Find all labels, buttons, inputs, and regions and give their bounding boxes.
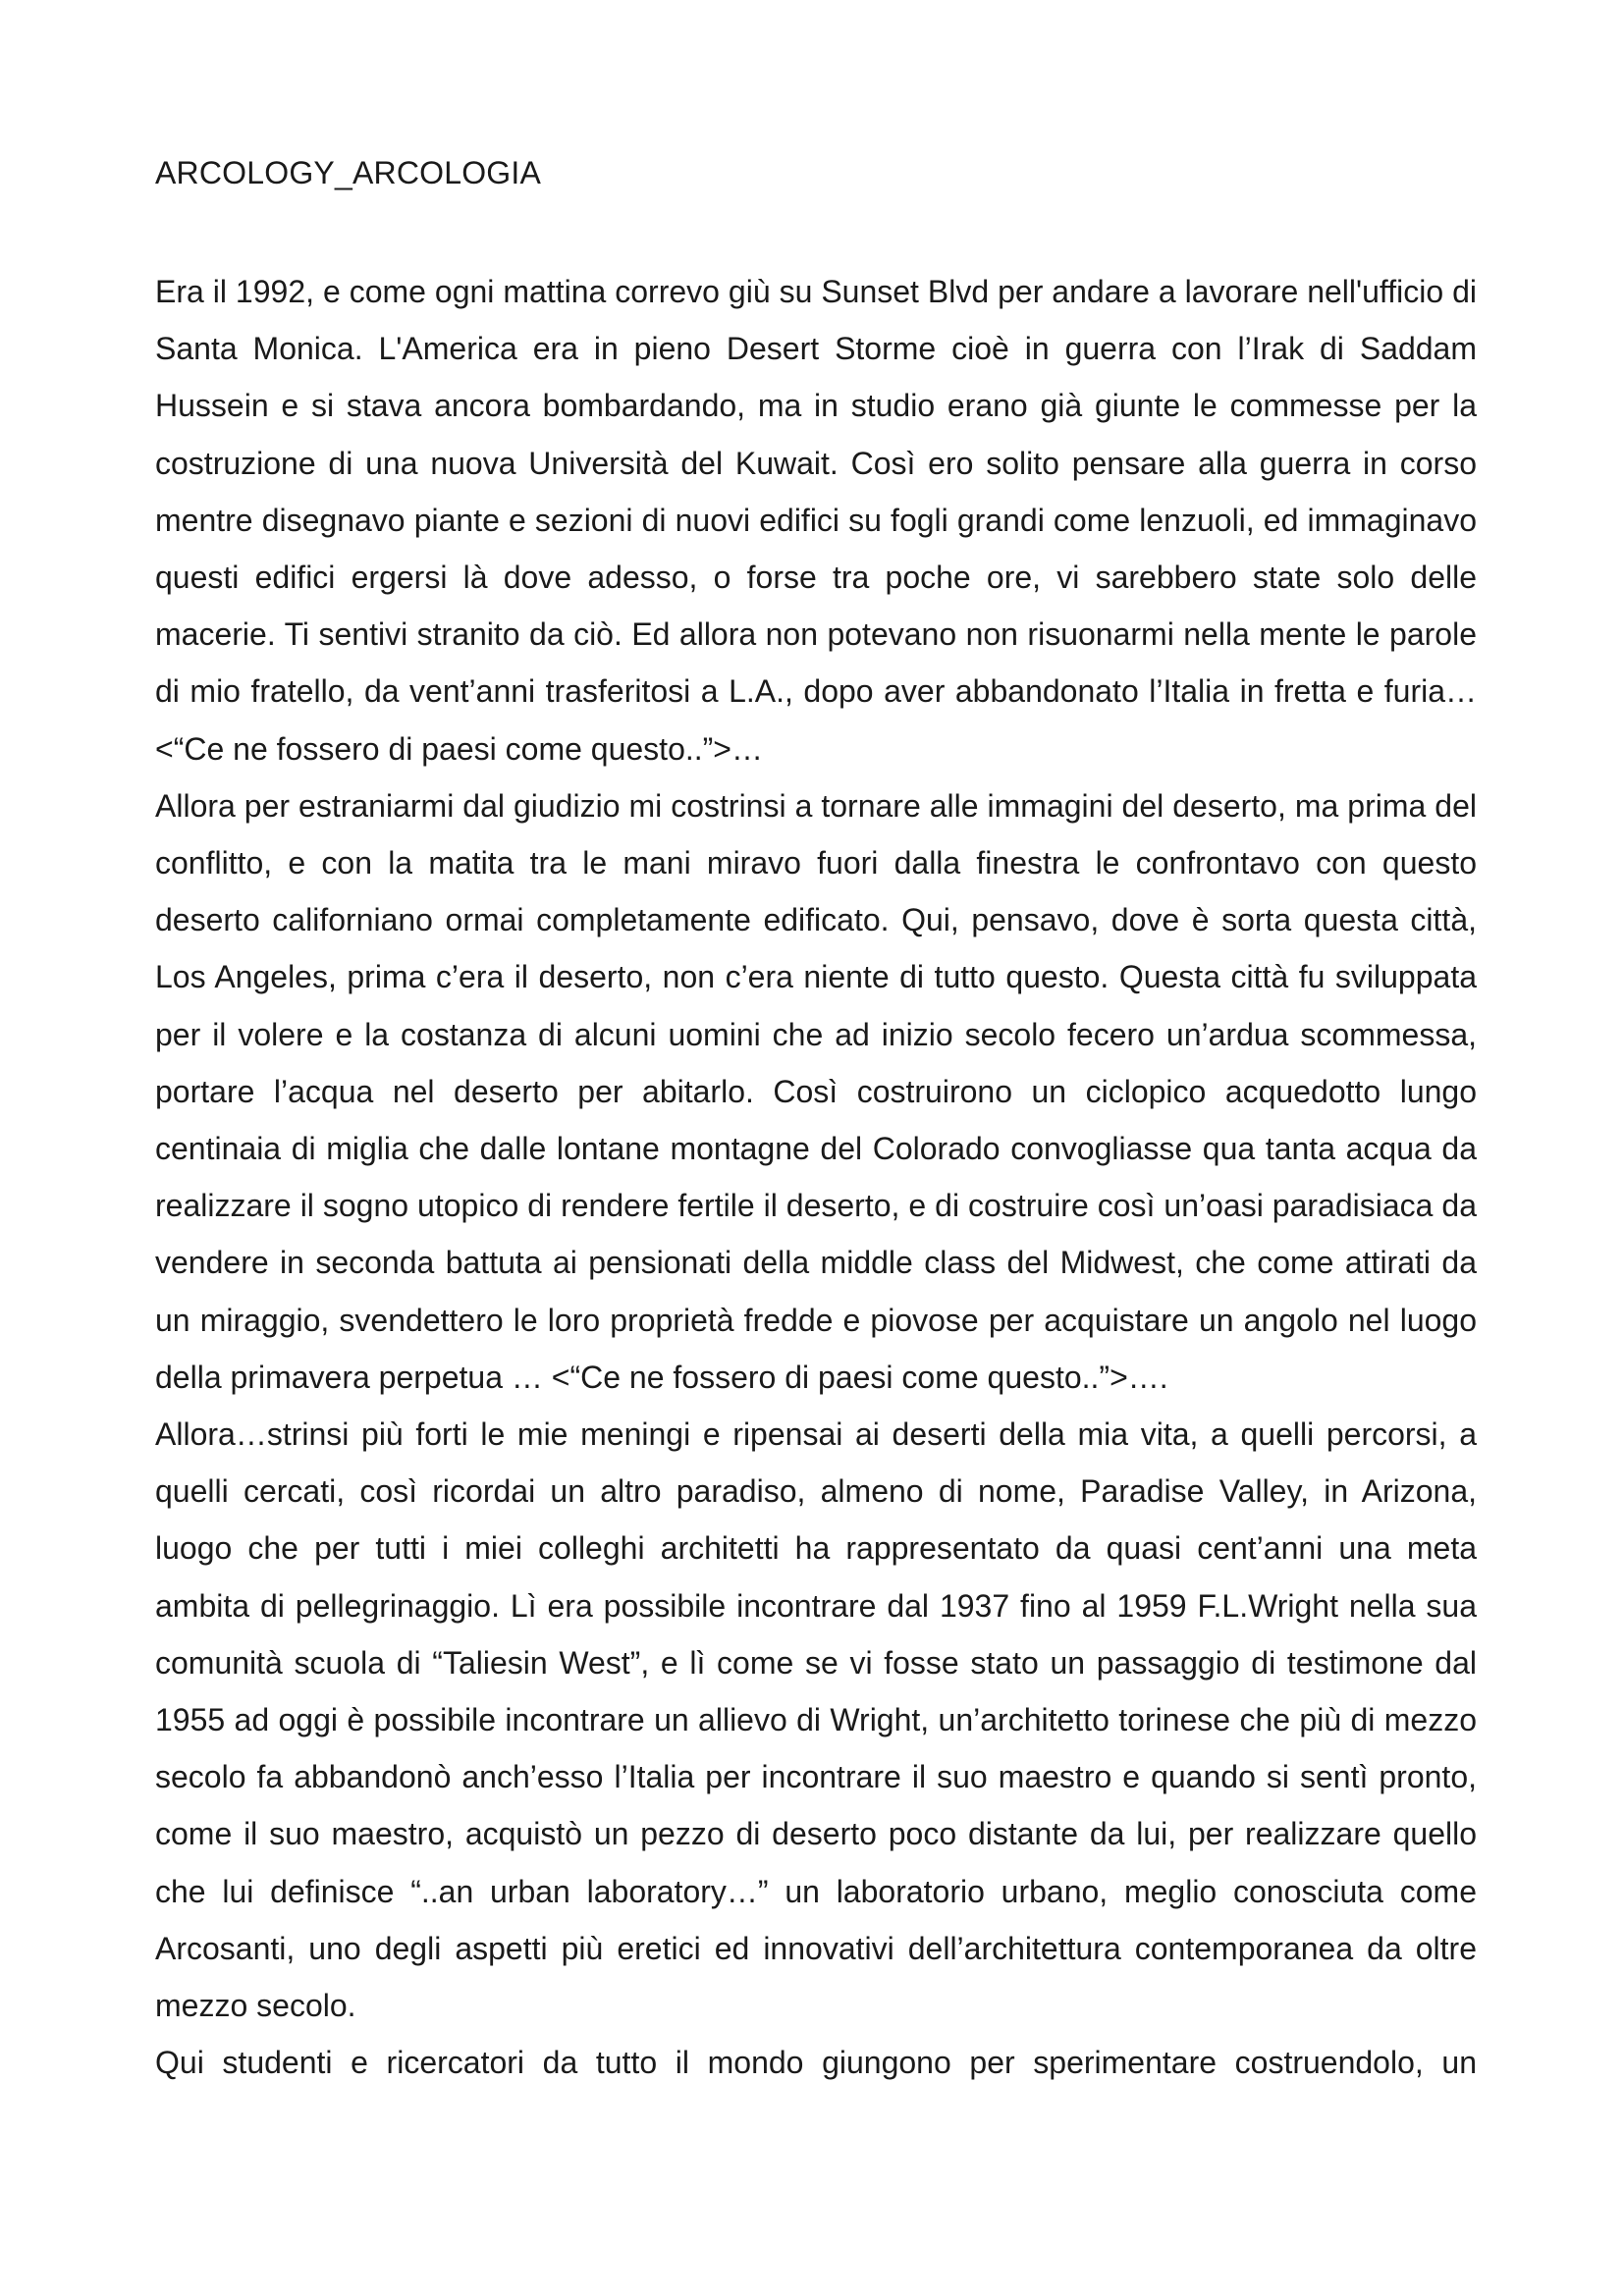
paragraph-continued: Qui studenti e ricercatori da tutto il mondo giungono per sperimentare costruendolo, un [155,2045,1477,2081]
paragraph: Era il 1992, e come ogni mattina correvo giù su Sunset Blvd per andare a lavorare nell'ufficio di Santa Monica. L'America era in pieno Desert Storme cioè in guerra con l’Irak di Saddam Hussein e si stava ancora bombardando, ma in studio erano già giunte le commesse per la costruzione di una nuova Università del Kuwait. Così ero solito pensare alla guerra in corso mentre disegnavo piante e sezioni di nuovi edifici su fogli grandi come lenzuoli, ed immaginavo questi edifici ergersi là dove adesso, o forse tra poche ore, vi sarebbero state solo delle macerie. Ti sentivi stranito da ciò. Ed allora non potevano non risuonarmi nella mente le parole di mio fratello, da vent’anni trasferitosi a L.A., dopo aver abbandonato l’Italia in fretta e furia…<“Ce ne fossero di paesi come questo..”>… [155,274,1477,767]
document-title: ARCOLOGY_ARCOLOGIA [155,155,542,190]
paragraph: Allora…strinsi più forti le mie meningi e ripensai ai deserti della mia vita, a quelli percorsi, a quelli cercati, così ricordai un altro paradiso, almeno di nome, Paradise Valley, in Arizona, luogo che per tutti i miei colleghi architetti ha rappresentato da quasi cent’anni una meta ambita di pellegrinaggio. Lì era possibile incontrare dal 1937 fino al 1959 F.L.Wright nella sua comunità scuola di “Taliesin West”, e lì come se vi fosse stato un passaggio di testimone dal 1955 ad oggi è possibile incontrare un allievo di Wright, un’architetto torinese che più di mezzo secolo fa abbandonò anch’esso l’Italia per incontrare il suo maestro e quando si sentì pronto, come il suo maestro, acquistò un pezzo di deserto poco distante da lui, per realizzare quello che lui definisce “..an urban laboratory…” un laboratorio urbano, meglio conosciuta come Arcosanti, uno degli aspetti più eretici ed innovativi dell’architettura contemporanea da oltre mezzo secolo. [155,1416,1477,2024]
paragraph: Allora per estraniarmi dal giudizio mi costrinsi a tornare alle immagini del deserto, ma prima del conflitto, e con la matita tra le mani miravo fuori dalla finestra le confrontavo con questo deserto californiano ormai completamente edificato. Qui, pensavo, dove è sorta questa città, Los Angeles, prima c’era il deserto, non c’era niente di tutto questo. Questa città fu sviluppata per il volere e la costanza di alcuni uomini che ad inizio secolo fecero un’ardua scommessa, portare l’acqua nel deserto per abitarlo. Così costruirono un ciclopico acquedotto lungo centinaia di miglia che dalle lontane montagne del Colorado convogliasse qua tanta acqua da realizzare il sogno utopico di rendere fertile il deserto, e di costruire così un’oasi paradisiaca da vendere in seconda battuta ai pensionati della middle class del Midwest, che come attirati da un miraggio, svendettero le loro proprietà fredde e piovose per acquistare un angolo nel luogo della primavera perpetua … <“Ce ne fossero di paesi come questo..”>…. [155,787,1477,1395]
document-body [155,263,1477,2092]
